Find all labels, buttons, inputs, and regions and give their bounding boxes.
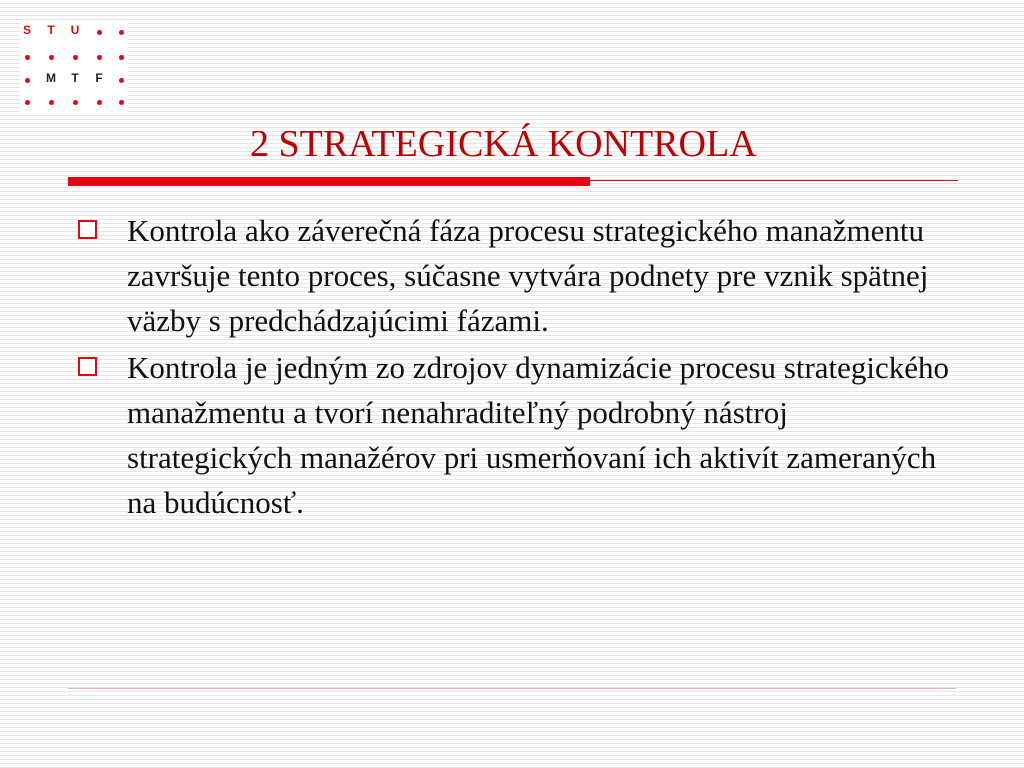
logo-letter-s: S <box>22 23 31 37</box>
logo-dot <box>73 55 78 60</box>
bullet-item <box>78 345 958 525</box>
bullet-text: Kontrola ako záverečná fáza procesu strategického manažmentu završuje tento proces, súčasne vytvára podnety pre vznik spätnej väzby s predchádzajúcimi fázami. <box>127 213 929 338</box>
logo-letter-f: F <box>95 71 103 85</box>
logo-dot <box>97 55 102 60</box>
logo-dot <box>119 78 124 83</box>
bullet-list <box>78 208 958 527</box>
logo-letter-u: U <box>70 23 80 37</box>
hollow-square-icon <box>78 357 97 376</box>
logo-letter-t: T <box>47 23 55 37</box>
hollow-square-icon <box>78 220 97 239</box>
logo-dot <box>119 100 124 105</box>
title-underline-bar <box>68 177 590 186</box>
logo-dot <box>119 30 124 35</box>
logo-letter-m: M <box>46 71 56 85</box>
slide-title: 2 STRATEGICKÁ KONTROLA <box>250 123 757 165</box>
title-underline-line <box>590 180 958 181</box>
logo-dot <box>49 100 54 105</box>
logo-dot <box>73 100 78 105</box>
logo-dot <box>119 55 124 60</box>
logo-dot <box>49 55 54 60</box>
logo-dot <box>97 30 102 35</box>
logo-dot <box>25 100 30 105</box>
logo-dot <box>25 55 30 60</box>
bullet-text: Kontrola je jedným zo zdrojov dynamizácie procesu strategického manažmentu a tvorí nenahraditeľný podrobný nástroj strategických manažérov pri usmerňovaní ich aktivít zameraných na budúcnosť. <box>127 350 950 520</box>
logo-dot <box>97 100 102 105</box>
stu-mtf-logo <box>20 20 128 114</box>
logo-letter-t2: T <box>71 71 79 85</box>
logo-dot <box>25 78 30 83</box>
footer-divider <box>68 688 956 689</box>
bullet-item <box>78 208 958 343</box>
